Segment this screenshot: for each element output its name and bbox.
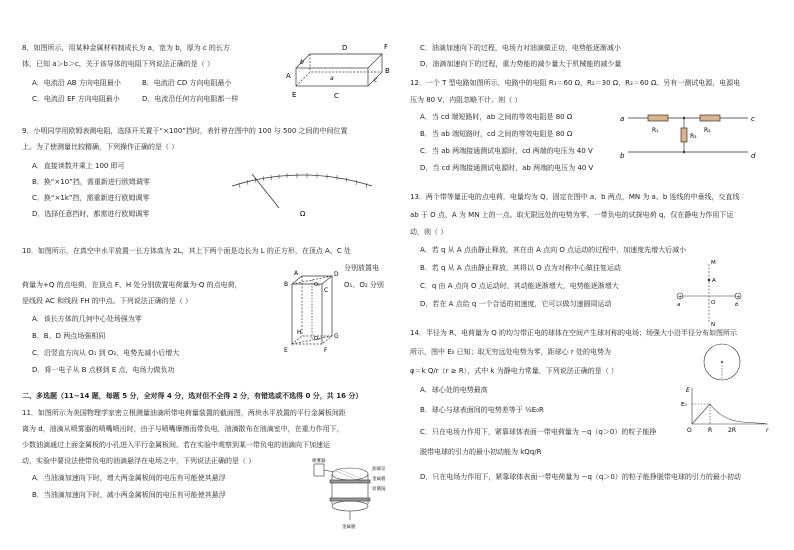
- label-N: N: [711, 322, 716, 328]
- q8-stem-1: 8．如图所示，用某种金属材料制成长为 a，宽为 b，厚为 c 的长方: [22, 44, 230, 52]
- terminal-d: d: [751, 152, 756, 160]
- label-chamber: 油滴室: [372, 467, 386, 472]
- q12-option-b: B．当 ab 端短路时，cd 之间的等效电阻是 80 Ω: [420, 130, 573, 138]
- q9-option-d: D．选择任意挡时，都需进行欧姆调零: [32, 210, 150, 218]
- q9-option-c: C．换“×1k”挡，需重新进行欧姆调零: [32, 194, 150, 202]
- cuboid-label-A: A: [286, 72, 291, 80]
- q14-option-b: B．球心与球表面间的电势差等于 ½E₀R: [420, 406, 544, 414]
- q8-option-c: C．电流沿 EF 方向电阻最小: [32, 95, 120, 103]
- t-circuit-diagram: [620, 108, 760, 168]
- q11-line-4: 动，实验中要设法使带负电的油滴悬浮在电场之中，下列说法正确的是（ ）: [22, 457, 256, 465]
- prism-label-B: B: [284, 281, 289, 288]
- millikan-apparatus-diagram: [312, 458, 392, 538]
- q13-stem-1: 13．两个带等量正电的点电荷，电量均为 Q，固定在图中 a、b 两点，MN 为 a、b 连线的中垂线，交直线: [410, 193, 740, 201]
- q10-option-b: B．B、D 两点场强相同: [32, 332, 106, 340]
- cuboid-label-B: B: [385, 67, 390, 75]
- q10-option-c: C．沿竖直方向从 O₁ 到 O₂，电势先减小后增大: [32, 349, 180, 357]
- q12-stem-2: 压为 80 V，内阻忽略不计。则（ ）: [410, 96, 522, 104]
- cuboid-label-F: F: [384, 43, 389, 51]
- q13-option-b: B．若 q 从 A 点由静止释放，其将以 O 点为对称中心做往复运动: [420, 264, 621, 272]
- resistor-R2-label: R₂: [704, 127, 711, 134]
- q10-stem-2b: O₁、O₂ 分别: [344, 281, 384, 289]
- prism-label-E: E: [284, 347, 288, 354]
- q10-option-d: D．将一电子从 B 点移到 E 点，电场力做负功: [32, 366, 175, 374]
- tick-label-E0: E₀: [681, 402, 687, 408]
- q12-option-a: A．当 cd 端短路时，ab 之间的等效电阻是 80 Ω: [420, 113, 573, 121]
- tick-label-2R: 2R: [728, 427, 736, 434]
- q13-option-a: A．若 q 从 A 点由静止释放，其在由 A 点向 O 点运动的过程中，加速度先增大后减小: [420, 246, 687, 254]
- label-M: M: [711, 260, 716, 266]
- ohmmeter-scale-diagram: [227, 168, 377, 228]
- label-A-point: A: [712, 278, 716, 284]
- terminal-a: a: [620, 115, 625, 123]
- axis-label-E: E: [686, 387, 690, 394]
- prism-label-A: A: [294, 270, 299, 277]
- q13-stem-2: ab 于 O 点，A 为 MN 上的一点。取无限远处的电势为零。一带负电的试探电荷 q，仅在静电力作用下运: [410, 211, 734, 219]
- two-charges-diagram: [672, 258, 752, 328]
- q13-option-c: C．q 由 A 点向 O 点运动时，其动能逐渐增大，电势能逐渐增大: [420, 282, 619, 290]
- resistor-R3-label: R₃: [690, 133, 697, 140]
- charge-b-plus: +: [736, 294, 741, 301]
- q11-line-1: 11．如图所示为美国物理学家密立根测量油滴所带电荷量装置的截面图，两块水平放置的平行金属板间距: [22, 409, 346, 417]
- prism-label-C: C: [324, 287, 329, 294]
- q11-option-c: C．油滴加速向下的过程，电场力对油滴做正功，电势能逐渐减小: [420, 44, 621, 52]
- prism-label-O2: O₂: [314, 336, 320, 342]
- q11-line-3: 少数油滴通过上面金属板的小孔进入平行金属板间。若在实验中观察到某一带负电的油滴向下加速运: [22, 441, 330, 449]
- axis-label-r: r: [766, 427, 769, 434]
- q14-formula: φ＝k Q/r（r ≥ R），式中 k 为静电力常量，下列说法正确的是（ ）: [410, 367, 618, 375]
- q14-stem-1: 14．半径为 R、电荷量为 Q 的均匀带正电的球体在空间产生球对称的电场；场强大小沿半径分布如图所示: [410, 329, 737, 337]
- origin-label-O: O: [687, 427, 692, 434]
- prism-label-O1: O₁: [314, 282, 320, 288]
- tick-label-R: R: [708, 427, 713, 434]
- q14-option-a: A．球心处的电势最高: [420, 386, 488, 394]
- q9-option-a: A．直接读数并乘上 100 即可: [32, 162, 125, 170]
- label-a-point: a: [677, 302, 681, 308]
- label-bottom-plate: 金属板: [342, 525, 356, 530]
- q10-stem-2: 荷量为+Q 的点电荷，在顶点 F、H 处分别放置电荷量为-Q 的点电荷，: [22, 281, 242, 289]
- q11-option-b: B．当油滴加速向下时，减小两金属板间的电压有可能使其悬浮: [32, 491, 226, 499]
- cuboid-label-c: c: [374, 77, 378, 84]
- cuboid-label-E: E: [292, 91, 297, 99]
- q9-stem-2: 上。为了使测量比较精确，下列操作正确的是（ ）: [22, 143, 179, 151]
- left-column: [22, 0, 394, 550]
- q10-stem-1b: 分别放置电: [344, 264, 379, 272]
- terminal-c: c: [751, 115, 755, 123]
- charge-a-plus: +: [678, 294, 683, 301]
- q8-stem-2: 体，已知 a＞b＞c，关于该导体的电阻下列说法正确的是（ ）: [22, 60, 215, 68]
- resistor-R1-label: R₁: [652, 127, 659, 134]
- q14-stem-2: 所示，图中 E₀ 已知；取无穷远处电势为零，距球心 r 处的电势为: [410, 348, 612, 356]
- q13-stem-3: 动，则（ ）: [410, 228, 448, 236]
- label-plate: 金属板: [372, 477, 386, 482]
- ohm-symbol: Ω: [300, 210, 306, 218]
- q14-option-d: D．只在电场力作用下，紧靠球体表面一带电荷量为 −q（q＞0）的粒子能挣脱带电球的引力的最小初动: [420, 473, 741, 481]
- cuboid-label-a: a: [330, 75, 334, 82]
- section-2-title: 二、多选题（11~14 题，每题 5 分，全对得 4 分，选对但不全得 2 分，有错选或不选得 0 分，共 16 分）: [22, 392, 363, 400]
- q9-stem-1: 9．小明同学用欧姆表测电阻，选择开关置于“×100”挡时，表针停在图中的 100 与 500 之间的中间位置: [22, 127, 348, 135]
- prism-label-D: D: [334, 271, 339, 278]
- q10-stem-3: 是线段 AC 和线段 FH 的中点。下列说法正确的是（ ）: [22, 297, 192, 305]
- sphere-field-diagram: [672, 336, 772, 446]
- q11-option-a: A．当油滴加速向下时，增大两金属板间的电压有可能使其悬浮: [32, 474, 226, 482]
- q10-option-a: A．该长方体的几何中心处场强为零: [32, 315, 142, 323]
- terminal-b: b: [620, 152, 625, 160]
- q11-line-2: 离为 d，油滴从喷雾器的喷嘴喷出时，由于与喷嘴摩擦而带负电，油滴散布在油滴室中，在重力作用下，: [22, 425, 344, 433]
- q8-option-b: B．电流沿 CD 方向电阻最小: [142, 79, 232, 87]
- right-column: [410, 0, 782, 550]
- cuboid-label-D: D: [342, 44, 348, 52]
- q12-stem-1: 12．一个 T 型电路如图所示，电路中的电阻 R₁＝60 Ω，R₂＝30 Ω，R₃＝60 Ω。另有一测试电源，电源电: [410, 79, 741, 87]
- label-O-point: O: [711, 300, 716, 306]
- label-sprayer: 喷雾器: [312, 459, 326, 464]
- prism-label-G: G: [334, 333, 339, 340]
- q14-option-c-1: C．只在电场力作用下，紧靠球体表面一带电荷量为 −q（q＞0）的粒子能挣: [420, 428, 657, 436]
- prism-label-F: F: [324, 347, 328, 354]
- q12-option-d: D．当 cd 两端接通测试电源时，ab 两端的电压为 40 V: [420, 164, 594, 172]
- q14-option-c-2: 脱带电球的引力的最小初动能为 kQq/R: [420, 448, 542, 456]
- prism-label-H: H: [297, 329, 302, 336]
- cuboid-diagram: [284, 40, 404, 100]
- q10-stem-1: 10．如图所示，在真空中水平放置一长方体高为 2L，其上下两个面是边长为 L 的正方形，在顶点 A、C 处: [22, 247, 351, 255]
- q9-option-b: B．换“×10”挡，需重新进行欧姆调零: [32, 178, 150, 186]
- q8-option-a: A．电流沿 AB 方向电阻最小: [32, 79, 121, 87]
- q8-option-d: D．电流沿任何方向电阻都一样: [142, 95, 239, 103]
- label-b-point: b: [735, 302, 739, 308]
- label-microscope: 显微镜: [372, 487, 386, 492]
- cuboid-label-b: b: [300, 59, 304, 66]
- q11-option-d: D．油滴加速向下的过程，重力势能的减少量大于机械能的减少量: [420, 60, 622, 68]
- q13-option-d: D．若在 A 点给 q 一个合适的初速度，它可以做匀速圆周运动: [420, 300, 612, 308]
- rectangular-prism-diagram: [284, 272, 344, 362]
- cuboid-label-C: C: [334, 92, 339, 100]
- q12-option-c: C．当 ab 两端接通测试电源时，cd 两端的电压为 40 V: [420, 147, 593, 155]
